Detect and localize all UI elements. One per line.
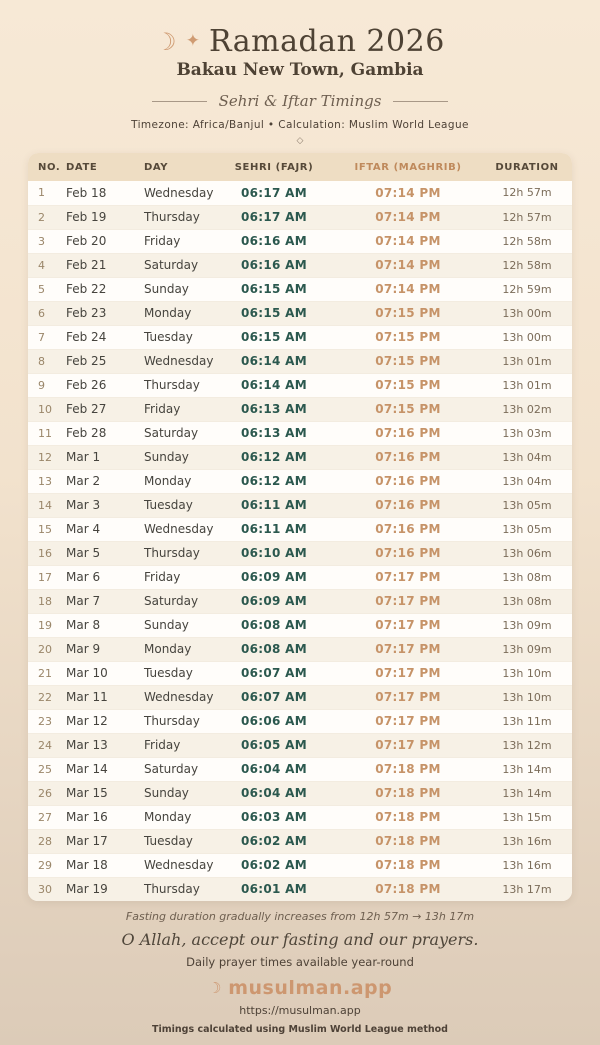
cell-date: Mar 13 xyxy=(64,733,142,757)
location-title: Bakau New Town, Gambia xyxy=(176,60,424,80)
page-title: Ramadan 2026 xyxy=(208,24,445,59)
cell-iftar-time: 07:18 PM xyxy=(334,853,482,877)
timings-table xyxy=(28,153,572,901)
cell-sehri-time: 06:04 AM xyxy=(214,757,334,781)
cell-sehri-time: 06:13 AM xyxy=(214,421,334,445)
table-row xyxy=(28,181,572,205)
cell-sehri-time: 06:02 AM xyxy=(214,829,334,853)
cell-iftar-time: 07:14 PM xyxy=(334,205,482,229)
cell-iftar-time: 07:16 PM xyxy=(334,421,482,445)
cell-day: Tuesday xyxy=(142,661,214,685)
cell-sehri-time: 06:16 AM xyxy=(214,253,334,277)
cell-iftar-time: 07:16 PM xyxy=(334,469,482,493)
cell-day: Friday xyxy=(142,397,214,421)
cell-sehri-time: 06:08 AM xyxy=(214,637,334,661)
cell-no: 15 xyxy=(28,517,64,541)
cell-no: 8 xyxy=(28,349,64,373)
cell-duration: 12h 58m xyxy=(482,229,572,253)
cell-duration: 13h 04m xyxy=(482,469,572,493)
cell-date: Feb 23 xyxy=(64,301,142,325)
cell-iftar-time: 07:16 PM xyxy=(334,517,482,541)
cell-day: Thursday xyxy=(142,205,214,229)
cell-no: 13 xyxy=(28,469,64,493)
brand-name: musulman.app xyxy=(228,977,393,999)
cell-iftar-time: 07:18 PM xyxy=(334,757,482,781)
cell-sehri-time: 06:08 AM xyxy=(214,613,334,637)
cell-no: 29 xyxy=(28,853,64,877)
table-row xyxy=(28,805,572,829)
cell-iftar-time: 07:17 PM xyxy=(334,685,482,709)
table-row xyxy=(28,205,572,229)
cell-duration: 13h 10m xyxy=(482,685,572,709)
timings-table-card xyxy=(28,153,572,901)
table-row xyxy=(28,469,572,493)
table-row xyxy=(28,325,572,349)
table-row xyxy=(28,757,572,781)
cell-sehri-time: 06:16 AM xyxy=(214,229,334,253)
table-row xyxy=(28,541,572,565)
cell-sehri-time: 06:03 AM xyxy=(214,805,334,829)
cell-no: 4 xyxy=(28,253,64,277)
cell-iftar-time: 07:15 PM xyxy=(334,325,482,349)
cell-no: 16 xyxy=(28,541,64,565)
cell-day: Friday xyxy=(142,733,214,757)
table-row xyxy=(28,829,572,853)
cell-sehri-time: 06:04 AM xyxy=(214,781,334,805)
cell-date: Feb 20 xyxy=(64,229,142,253)
cell-day: Saturday xyxy=(142,589,214,613)
cell-day: Thursday xyxy=(144,882,200,897)
cell-duration: 13h 00m xyxy=(482,301,572,325)
cell-sehri-time: 06:09 AM xyxy=(214,565,334,589)
cell-no: 7 xyxy=(28,325,64,349)
cell-sehri-time: 06:14 AM xyxy=(214,373,334,397)
brand-crescent-icon: ☾ xyxy=(207,978,222,997)
table-row xyxy=(28,421,572,445)
cell-sehri-time: 06:11 AM xyxy=(214,493,334,517)
cell-sehri-time: 06:13 AM xyxy=(214,397,334,421)
cell-date: Feb 25 xyxy=(64,349,142,373)
cell-date: Mar 16 xyxy=(64,805,142,829)
cell-no: 24 xyxy=(28,733,64,757)
cell-sehri-time: 06:17 AM xyxy=(214,181,334,205)
table-row xyxy=(28,301,572,325)
cell-no: 1 xyxy=(28,181,64,205)
cell-duration: 12h 58m xyxy=(482,253,572,277)
cell-duration: 13h 05m xyxy=(482,493,572,517)
cell-day: Tuesday xyxy=(142,493,214,517)
four-pointed-star-icon: ✦ xyxy=(185,31,200,51)
cell-sehri-time: 06:12 AM xyxy=(214,469,334,493)
cell-duration: 13h 04m xyxy=(482,445,572,469)
cell-day: Monday xyxy=(142,637,214,661)
cell-day: Saturday xyxy=(142,253,214,277)
cell-iftar-time: 07:14 PM xyxy=(334,181,482,205)
cell-duration: 12h 57m xyxy=(482,181,572,205)
cell-iftar-time: 07:18 PM xyxy=(334,829,482,853)
timings-table-header xyxy=(28,153,572,181)
cell-date: Mar 6 xyxy=(64,565,142,589)
cell-sehri-time: 06:17 AM xyxy=(214,205,334,229)
cell-duration: 13h 16m xyxy=(482,829,572,853)
cell-date: Mar 7 xyxy=(64,589,142,613)
cell-no: 3 xyxy=(28,229,64,253)
tagline: Daily prayer times available year-round xyxy=(186,955,414,969)
cell-sehri-time: 06:11 AM xyxy=(214,517,334,541)
cell-iftar-time: 07:17 PM xyxy=(334,613,482,637)
cell-day: Wednesday xyxy=(142,181,214,205)
cell-date: Mar 19 xyxy=(66,882,108,897)
cell-iftar-time: 07:17 PM xyxy=(334,709,482,733)
title-row xyxy=(0,24,600,59)
brand-link[interactable] xyxy=(0,977,600,999)
cell-date: Mar 2 xyxy=(64,469,142,493)
table-row xyxy=(28,685,572,709)
cell-day: Saturday xyxy=(142,421,214,445)
cell-date: Mar 11 xyxy=(64,685,142,709)
cell-no: 17 xyxy=(28,565,64,589)
table-row xyxy=(28,397,572,421)
fasting-duration-note: Fasting duration gradually increases from 12h 57m → 13h 17m xyxy=(125,910,475,923)
cell-date: Feb 27 xyxy=(64,397,142,421)
cell-date: Mar 3 xyxy=(64,493,142,517)
cell-no: 26 xyxy=(28,781,64,805)
cell-no: 27 xyxy=(28,805,64,829)
timings-table-body xyxy=(28,181,572,901)
cell-iftar-time: 07:17 PM xyxy=(334,733,482,757)
cell-no: 30 xyxy=(38,882,52,896)
diamond-ornament-icon: ◇ xyxy=(296,136,304,146)
cell-sehri-time: 06:05 AM xyxy=(214,733,334,757)
table-row xyxy=(28,565,572,589)
cell-day: Saturday xyxy=(142,757,214,781)
cell-no: 25 xyxy=(28,757,64,781)
table-row xyxy=(28,517,572,541)
column-header-duration: DURATION xyxy=(482,153,572,181)
cell-date: Mar 1 xyxy=(64,445,142,469)
cell-sehri-time: 06:15 AM xyxy=(214,277,334,301)
cell-iftar-time: 07:17 PM xyxy=(334,637,482,661)
page-footer xyxy=(0,910,600,1035)
divider-line-left xyxy=(152,101,207,102)
cell-sehri-time: 06:09 AM xyxy=(214,589,334,613)
cell-sehri-time: 06:12 AM xyxy=(214,445,334,469)
cell-duration: 12h 57m xyxy=(482,205,572,229)
timezone-calculation-meta: Timezone: Africa/Banjul • Calculation: Muslim World League xyxy=(131,119,469,131)
divider-line-right xyxy=(393,101,448,102)
column-header-iftar: IFTAR (MAGHRIB) xyxy=(334,153,482,181)
cell-iftar-time: 07:17 PM xyxy=(334,589,482,613)
page-header xyxy=(0,0,600,146)
table-row xyxy=(28,853,572,877)
cell-day: Thursday xyxy=(142,373,214,397)
table-row xyxy=(28,661,572,685)
subtitle-divider xyxy=(0,92,600,110)
cell-duration: 13h 09m xyxy=(482,637,572,661)
calculation-method-note: Timings calculated using Muslim World League method xyxy=(152,1024,448,1035)
cell-sehri-time: 06:01 AM xyxy=(240,882,307,897)
cell-day: Sunday xyxy=(142,781,214,805)
cell-date: Mar 5 xyxy=(64,541,142,565)
cell-duration: 13h 17m xyxy=(502,882,552,896)
cell-duration: 13h 15m xyxy=(482,805,572,829)
cell-date: Feb 26 xyxy=(64,373,142,397)
cell-no: 14 xyxy=(28,493,64,517)
cell-date: Feb 22 xyxy=(64,277,142,301)
cell-sehri-time: 06:07 AM xyxy=(214,685,334,709)
cell-day: Monday xyxy=(142,301,214,325)
cell-duration: 13h 00m xyxy=(482,325,572,349)
cell-day: Wednesday xyxy=(142,853,214,877)
cell-duration: 13h 10m xyxy=(482,661,572,685)
cell-date: Feb 24 xyxy=(64,325,142,349)
cell-duration: 13h 03m xyxy=(482,421,572,445)
cell-iftar-time: 07:17 PM xyxy=(334,661,482,685)
cell-date: Mar 12 xyxy=(64,709,142,733)
cell-duration: 13h 16m xyxy=(482,853,572,877)
cell-iftar-time: 07:14 PM xyxy=(334,229,482,253)
cell-date: Mar 17 xyxy=(64,829,142,853)
cell-iftar-time: 07:18 PM xyxy=(375,882,441,897)
cell-iftar-time: 07:17 PM xyxy=(334,565,482,589)
table-row xyxy=(28,277,572,301)
cell-sehri-time: 06:10 AM xyxy=(214,541,334,565)
cell-no: 21 xyxy=(28,661,64,685)
cell-duration: 13h 01m xyxy=(482,349,572,373)
cell-duration: 13h 11m xyxy=(482,709,572,733)
table-row xyxy=(28,613,572,637)
cell-date: Feb 21 xyxy=(64,253,142,277)
cell-date: Mar 18 xyxy=(64,853,142,877)
cell-sehri-time: 06:15 AM xyxy=(214,325,334,349)
table-row xyxy=(28,373,572,397)
column-header-date: DATE xyxy=(64,153,142,181)
cell-sehri-time: 06:02 AM xyxy=(214,853,334,877)
cell-no: 18 xyxy=(28,589,64,613)
cell-duration: 13h 06m xyxy=(482,541,572,565)
cell-no: 22 xyxy=(28,685,64,709)
crescent-moon-icon: ☾ xyxy=(155,27,177,56)
column-header-day: DAY xyxy=(142,153,214,181)
cell-day: Wednesday xyxy=(142,349,214,373)
cell-date: Mar 8 xyxy=(64,613,142,637)
cell-day: Monday xyxy=(142,805,214,829)
table-row xyxy=(28,589,572,613)
cell-duration: 13h 05m xyxy=(482,517,572,541)
cell-date: Feb 28 xyxy=(64,421,142,445)
cell-day: Tuesday xyxy=(142,325,214,349)
cell-duration: 13h 14m xyxy=(482,781,572,805)
cell-iftar-time: 07:16 PM xyxy=(334,445,482,469)
table-row xyxy=(28,733,572,757)
cell-day: Friday xyxy=(142,229,214,253)
cell-date: Feb 18 xyxy=(64,181,142,205)
cell-iftar-time: 07:18 PM xyxy=(334,805,482,829)
cell-iftar-time: 07:14 PM xyxy=(334,277,482,301)
cell-day: Friday xyxy=(142,565,214,589)
cell-day: Thursday xyxy=(142,709,214,733)
cell-date: Mar 4 xyxy=(64,517,142,541)
cell-day: Sunday xyxy=(142,277,214,301)
cell-no: 9 xyxy=(28,373,64,397)
cell-duration: 13h 09m xyxy=(482,613,572,637)
cell-date: Mar 15 xyxy=(64,781,142,805)
table-row xyxy=(28,877,572,901)
cell-no: 2 xyxy=(28,205,64,229)
table-row xyxy=(28,349,572,373)
cell-duration: 13h 14m xyxy=(482,757,572,781)
cell-no: 23 xyxy=(28,709,64,733)
cell-sehri-time: 06:06 AM xyxy=(214,709,334,733)
brand-url-link[interactable]: https://musulman.app xyxy=(239,1004,361,1017)
cell-no: 28 xyxy=(28,829,64,853)
cell-duration: 13h 08m xyxy=(482,565,572,589)
cell-day: Monday xyxy=(142,469,214,493)
cell-duration: 13h 12m xyxy=(482,733,572,757)
cell-duration: 12h 59m xyxy=(482,277,572,301)
cell-date: Mar 9 xyxy=(64,637,142,661)
column-header-sehri: SEHRI (FAJR) xyxy=(214,153,334,181)
cell-day: Sunday xyxy=(142,445,214,469)
cell-day: Sunday xyxy=(142,613,214,637)
subtitle: Sehri & Iftar Timings xyxy=(218,92,382,110)
table-row xyxy=(28,229,572,253)
table-row xyxy=(28,445,572,469)
cell-sehri-time: 06:14 AM xyxy=(214,349,334,373)
cell-no: 20 xyxy=(28,637,64,661)
cell-date: Mar 10 xyxy=(64,661,142,685)
cell-day: Thursday xyxy=(142,541,214,565)
cell-no: 11 xyxy=(28,421,64,445)
cell-iftar-time: 07:16 PM xyxy=(334,541,482,565)
table-row xyxy=(28,493,572,517)
table-row xyxy=(28,253,572,277)
cell-day: Wednesday xyxy=(142,517,214,541)
cell-day: Tuesday xyxy=(142,829,214,853)
cell-iftar-time: 07:16 PM xyxy=(334,493,482,517)
cell-iftar-time: 07:15 PM xyxy=(334,373,482,397)
table-row xyxy=(28,709,572,733)
cell-no: 12 xyxy=(28,445,64,469)
cell-no: 10 xyxy=(28,397,64,421)
cell-duration: 13h 02m xyxy=(482,397,572,421)
cell-no: 19 xyxy=(28,613,64,637)
cell-duration: 13h 01m xyxy=(482,373,572,397)
cell-day: Wednesday xyxy=(142,685,214,709)
cell-iftar-time: 07:14 PM xyxy=(334,253,482,277)
cell-iftar-time: 07:15 PM xyxy=(334,301,482,325)
table-row xyxy=(28,781,572,805)
cell-no: 5 xyxy=(28,277,64,301)
cell-iftar-time: 07:18 PM xyxy=(334,781,482,805)
cell-iftar-time: 07:15 PM xyxy=(334,397,482,421)
column-header-no: NO. xyxy=(28,153,64,181)
table-row xyxy=(28,637,572,661)
cell-iftar-time: 07:15 PM xyxy=(334,349,482,373)
dua-quote: O Allah, accept our fasting and our prayers. xyxy=(121,930,479,949)
cell-no: 6 xyxy=(28,301,64,325)
cell-date: Mar 14 xyxy=(64,757,142,781)
cell-duration: 13h 08m xyxy=(482,589,572,613)
cell-sehri-time: 06:07 AM xyxy=(214,661,334,685)
cell-sehri-time: 06:15 AM xyxy=(214,301,334,325)
cell-date: Feb 19 xyxy=(64,205,142,229)
